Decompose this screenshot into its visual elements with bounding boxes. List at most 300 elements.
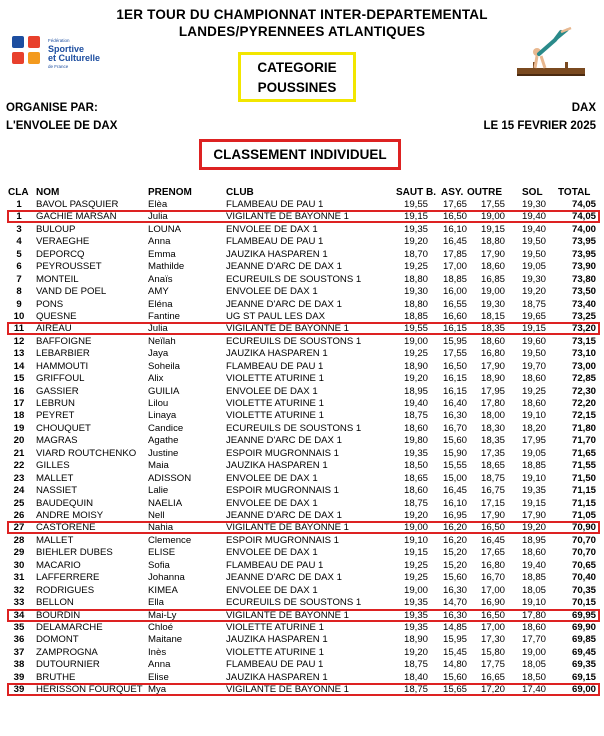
cell-vault-score: 19,20 (403, 236, 428, 248)
cell-vault-score: 19,55 (403, 323, 428, 335)
table-row (0, 622, 604, 633)
cell-beam-score: 16,65 (480, 671, 505, 683)
cell-floor-score: 19,35 (521, 485, 546, 497)
cell-last-name: GASSIER (36, 385, 79, 397)
cell-first-name: Mya (148, 684, 167, 696)
cell-bars-score: 17,55 (442, 348, 467, 360)
cell-rank: 3 (16, 223, 22, 235)
cell-rank: 19 (13, 422, 25, 434)
cell-beam-score: 19,00 (480, 286, 505, 298)
cell-club: JAUZIKA HASPAREN 1 (226, 460, 328, 472)
cell-first-name: Jaya (148, 348, 169, 360)
table-row (0, 448, 604, 459)
cell-first-name: Anna (148, 659, 171, 671)
cell-vault-score: 19,20 (403, 646, 428, 658)
cell-rank: 26 (13, 510, 25, 521)
cell-last-name: DOMONT (36, 634, 79, 646)
cell-floor-score: 18,95 (521, 534, 546, 546)
cell-club: ECUREUILS DE SOUSTONS 1 (226, 597, 362, 609)
cell-rank: 14 (13, 360, 25, 372)
cell-total-score: 69,35 (571, 659, 596, 671)
cell-last-name: MACARIO (36, 559, 81, 571)
table-row (0, 572, 604, 583)
cell-total-score: 73,95 (571, 236, 596, 248)
cell-total-score: 72,20 (571, 398, 596, 410)
cell-bars-score: 16,15 (442, 385, 467, 397)
cell-beam-score: 16,90 (480, 597, 505, 609)
table-row (0, 634, 604, 645)
gymnast-icon (515, 26, 587, 78)
col-saut: SAUT B. (396, 187, 436, 198)
cell-first-name: NAELIA (148, 497, 183, 509)
cell-last-name: LEBARBIER (36, 348, 90, 360)
cell-total-score: 69,45 (571, 646, 596, 658)
cell-last-name: BOURDIN (36, 609, 81, 621)
cell-bars-score: 15,65 (442, 684, 467, 696)
cell-club: ESPOIR MUGRONNAIS 1 (226, 447, 340, 459)
cell-last-name: BAVOL PASQUIER (36, 199, 119, 210)
table-row (0, 224, 604, 235)
cell-total-score: 69,90 (571, 621, 596, 633)
cell-rank: 1 (16, 211, 22, 223)
cell-rank: 27 (13, 522, 25, 534)
cell-bars-score: 16,40 (442, 398, 467, 410)
cell-club: ESPOIR MUGRONNAIS 1 (226, 534, 340, 546)
cell-first-name: Justine (148, 447, 179, 459)
cell-total-score: 69,15 (571, 671, 596, 683)
cell-total-score: 69,85 (571, 634, 596, 646)
cell-bars-score: 15,60 (442, 435, 467, 447)
cell-first-name: Clemence (148, 534, 192, 546)
cell-club: JEANNE D'ARC DE DAX 1 (226, 435, 342, 447)
cell-last-name: MONTEIL (36, 273, 79, 285)
cell-vault-score: 19,00 (403, 522, 428, 534)
cell-total-score: 73,40 (571, 298, 596, 310)
cell-floor-score: 19,20 (521, 286, 546, 298)
cell-bars-score: 16,95 (442, 510, 467, 521)
cell-beam-score: 18,75 (480, 472, 505, 484)
cell-total-score: 73,20 (571, 323, 596, 335)
cell-club: JEANNE D'ARC DE DAX 1 (226, 261, 342, 273)
cell-floor-score: 19,40 (521, 559, 546, 571)
cell-last-name: GACHIE MARSAN (36, 211, 117, 223)
cell-bars-score: 16,45 (442, 485, 467, 497)
cell-bars-score: 15,55 (442, 460, 467, 472)
highlight-box (7, 322, 600, 335)
cell-first-name: Soheila (148, 360, 181, 372)
cell-floor-score: 19,10 (521, 410, 546, 422)
cell-club: VIOLETTE ATURINE 1 (226, 621, 324, 633)
organise-label: ORGANISE PAR: (6, 102, 98, 114)
cell-rank: 38 (13, 659, 25, 671)
cell-first-name: Anna (148, 236, 171, 248)
cell-bars-score: 16,20 (442, 534, 467, 546)
cell-rank: 32 (13, 584, 25, 596)
table-row (0, 361, 604, 372)
cell-beam-score: 17,90 (480, 510, 505, 521)
cell-rank: 34 (13, 609, 25, 621)
cell-last-name: MAGRAS (36, 435, 78, 447)
highlight-box (7, 521, 600, 534)
cell-bars-score: 16,20 (442, 522, 467, 534)
cell-club: VIGILANTE DE BAYONNE 1 (226, 684, 349, 696)
cell-last-name: DUTOURNIER (36, 659, 100, 671)
cell-vault-score: 18,90 (403, 360, 428, 372)
cell-total-score: 70,15 (571, 597, 596, 609)
cell-club: ENVOLEE DE DAX 1 (226, 472, 318, 484)
cell-last-name: ZAMPROGNA (36, 646, 98, 658)
cell-floor-score: 18,60 (521, 547, 546, 559)
cell-beam-score: 16,70 (480, 572, 505, 584)
document-title: 1ER TOUR DU CHAMPIONNAT INTER-DEPARTEMENTAL (116, 7, 488, 22)
cell-floor-score: 18,05 (521, 659, 546, 671)
cell-total-score: 71,15 (571, 497, 596, 509)
table-row (0, 510, 604, 521)
cell-first-name: ADISSON (148, 472, 192, 484)
cell-rank: 22 (13, 460, 25, 472)
cell-beam-score: 17,15 (480, 497, 505, 509)
cell-last-name: GILLES (36, 460, 70, 472)
cell-vault-score: 19,40 (403, 398, 428, 410)
cell-last-name: AIREAU (36, 323, 72, 335)
cell-rank: 4 (16, 236, 22, 248)
cell-first-name: Mathilde (148, 261, 185, 273)
date: LE 15 FEVRIER 2025 (483, 120, 596, 132)
cell-club: VIOLETTE ATURINE 1 (226, 410, 324, 422)
cell-total-score: 70,65 (571, 559, 596, 571)
cell-bars-score: 16,10 (442, 497, 467, 509)
cell-last-name: CHOUQUET (36, 422, 91, 434)
table-row (0, 236, 604, 247)
cell-beam-score: 17,65 (480, 547, 505, 559)
cell-floor-score: 19,10 (521, 472, 546, 484)
cell-vault-score: 19,35 (403, 609, 428, 621)
cell-total-score: 71,80 (571, 422, 596, 434)
cell-beam-score: 15,80 (480, 646, 505, 658)
cell-floor-score: 19,10 (521, 597, 546, 609)
cell-beam-score: 19,30 (480, 298, 505, 310)
table-row (0, 535, 604, 546)
table-row (0, 585, 604, 596)
cell-floor-score: 19,15 (521, 497, 546, 509)
cell-rank: 8 (16, 286, 22, 298)
cell-bars-score: 17,85 (442, 248, 467, 260)
cell-total-score: 72,15 (571, 410, 596, 422)
cell-first-name: GUILIA (148, 385, 180, 397)
section-title: CLASSEMENT INDIVIDUEL (199, 139, 401, 170)
cell-last-name: LEBRUN (36, 398, 75, 410)
cell-club: ENVOLEE DE DAX 1 (226, 497, 318, 509)
cell-last-name: VIARD ROUTCHENKO (36, 447, 137, 459)
cell-bars-score: 18,85 (442, 273, 467, 285)
cell-bars-score: 16,50 (442, 360, 467, 372)
category-label: CATEGORIE (257, 60, 337, 75)
cell-first-name: Inès (148, 646, 167, 658)
cell-floor-score: 19,50 (521, 236, 546, 248)
cell-floor-score: 18,20 (521, 422, 546, 434)
cell-bars-score: 17,00 (442, 261, 467, 273)
cell-bars-score: 16,15 (442, 373, 467, 385)
cell-floor-score: 17,70 (521, 634, 546, 646)
table-row (0, 274, 604, 285)
cell-club: VIGILANTE DE BAYONNE 1 (226, 211, 349, 223)
table-row (0, 473, 604, 484)
cell-rank: 16 (13, 385, 25, 397)
col-prenom: PRENOM (148, 187, 192, 198)
cell-last-name: DEPORCQ (36, 248, 85, 260)
cell-floor-score: 19,00 (521, 646, 546, 658)
cell-first-name: Elise (148, 671, 169, 683)
cell-first-name: Maitane (148, 634, 183, 646)
cell-last-name: LAFFERRERE (36, 572, 100, 584)
cell-total-score: 73,10 (571, 348, 596, 360)
cell-vault-score: 18,85 (403, 310, 428, 322)
cell-beam-score: 17,20 (480, 684, 505, 696)
cell-last-name: CASTORENE (36, 522, 96, 534)
city: DAX (571, 102, 596, 114)
table-row (0, 261, 604, 272)
cell-club: ENVOLEE DE DAX 1 (226, 385, 318, 397)
cell-first-name: Johanna (148, 572, 185, 584)
cell-first-name: Ella (148, 597, 164, 609)
cell-club: FLAMBEAU DE PAU 1 (226, 659, 324, 671)
cell-last-name: DELAMARCHE (36, 621, 103, 633)
cell-club: JAUZIKA HASPAREN 1 (226, 634, 328, 646)
cell-vault-score: 19,00 (403, 584, 428, 596)
cell-rank: 7 (16, 273, 22, 285)
highlight-box (7, 210, 600, 223)
cell-rank: 11 (13, 323, 25, 335)
cell-club: FLAMBEAU DE PAU 1 (226, 360, 324, 372)
table-row (0, 410, 604, 421)
cell-vault-score: 18,65 (403, 472, 428, 484)
cell-floor-score: 19,50 (521, 348, 546, 360)
cell-floor-score: 19,25 (521, 385, 546, 397)
cell-vault-score: 19,20 (403, 373, 428, 385)
cell-floor-score: 19,30 (521, 273, 546, 285)
table-row (0, 659, 604, 670)
cell-first-name: Lalie (148, 485, 169, 497)
cell-club: ECUREUILS DE SOUSTONS 1 (226, 273, 362, 285)
table-row (0, 286, 604, 297)
cell-vault-score: 19,55 (403, 199, 428, 210)
cell-vault-score: 18,75 (403, 497, 428, 509)
cell-club: JEANNE D'ARC DE DAX 1 (226, 510, 342, 521)
cell-rank: 9 (16, 298, 22, 310)
cell-rank: 21 (13, 447, 25, 459)
cell-vault-score: 19,20 (403, 510, 428, 521)
table-row (0, 498, 604, 509)
col-cla: CLA (8, 187, 29, 198)
cell-beam-score: 17,90 (480, 248, 505, 260)
cell-vault-score: 18,60 (403, 485, 428, 497)
cell-rank: 12 (13, 335, 25, 347)
cell-floor-score: 18,50 (521, 671, 546, 683)
cell-club: ENVOLEE DE DAX 1 (226, 286, 318, 298)
cell-floor-score: 19,20 (521, 522, 546, 534)
cell-beam-score: 16,50 (480, 522, 505, 534)
cell-beam-score: 19,00 (480, 211, 505, 223)
cell-vault-score: 18,70 (403, 248, 428, 260)
cell-rank: 31 (13, 572, 25, 584)
cell-floor-score: 18,60 (521, 398, 546, 410)
cell-club: VIOLETTE ATURINE 1 (226, 398, 324, 410)
cell-club: ECUREUILS DE SOUSTONS 1 (226, 335, 362, 347)
cell-beam-score: 16,80 (480, 348, 505, 360)
cell-club: FLAMBEAU DE PAU 1 (226, 559, 324, 571)
cell-total-score: 70,35 (571, 584, 596, 596)
table-row (0, 386, 604, 397)
cell-beam-score: 18,60 (480, 261, 505, 273)
cell-rank: 6 (16, 261, 22, 273)
cell-vault-score: 19,25 (403, 559, 428, 571)
cell-last-name: HERISSON FOURQUET (36, 684, 143, 696)
cell-first-name: Maia (148, 460, 169, 472)
cell-total-score: 72,85 (571, 373, 596, 385)
cell-club: VIGILANTE DE BAYONNE 1 (226, 522, 349, 534)
cell-total-score: 73,00 (571, 360, 596, 372)
cell-floor-score: 19,65 (521, 310, 546, 322)
cell-bars-score: 16,30 (442, 609, 467, 621)
cell-club: UG ST PAUL LES DAX (226, 310, 325, 322)
table-row (0, 485, 604, 496)
cell-last-name: RODRIGUES (36, 584, 95, 596)
cell-vault-score: 19,25 (403, 261, 428, 273)
cell-total-score: 72,30 (571, 385, 596, 397)
cell-beam-score: 18,30 (480, 422, 505, 434)
logo-orange-square (28, 52, 40, 64)
cell-first-name: ELISE (148, 547, 176, 559)
table-row (0, 435, 604, 446)
cell-beam-score: 16,75 (480, 485, 505, 497)
cell-rank: 23 (13, 472, 25, 484)
cell-last-name: NASSIET (36, 485, 78, 497)
cell-floor-score: 17,80 (521, 609, 546, 621)
cell-club: JEANNE D'ARC DE DAX 1 (226, 572, 342, 584)
cell-bars-score: 15,20 (442, 559, 467, 571)
logo-red-square-2 (12, 52, 24, 64)
cell-total-score: 70,70 (571, 534, 596, 546)
cell-rank: 37 (13, 646, 25, 658)
cell-beam-score: 16,50 (480, 609, 505, 621)
cell-last-name: BELLON (36, 597, 74, 609)
cell-rank: 33 (13, 597, 25, 609)
table-row (0, 560, 604, 571)
category-value: POUSSINES (257, 80, 337, 95)
cell-vault-score: 19,00 (403, 335, 428, 347)
cell-bars-score: 14,70 (442, 597, 467, 609)
cell-rank: 36 (13, 634, 25, 646)
cell-rank: 35 (13, 621, 25, 633)
cell-first-name: KIMEA (148, 584, 178, 596)
category-box (238, 52, 356, 102)
cell-first-name: Alix (148, 373, 164, 385)
cell-beam-score: 17,95 (480, 385, 505, 397)
cell-club: JEANNE D'ARC DE DAX 1 (226, 298, 342, 310)
cell-total-score: 70,90 (571, 522, 596, 534)
cell-beam-score: 17,75 (480, 659, 505, 671)
cell-beam-score: 17,55 (480, 199, 505, 210)
cell-last-name: BAFFOIGNE (36, 335, 92, 347)
cell-floor-score: 18,75 (521, 298, 546, 310)
cell-club: VIOLETTE ATURINE 1 (226, 373, 324, 385)
cell-bars-score: 15,45 (442, 646, 467, 658)
cell-rank: 39 (13, 684, 25, 696)
cell-floor-score: 19,30 (521, 199, 546, 210)
col-total: TOTAL (558, 187, 591, 198)
cell-beam-score: 18,90 (480, 373, 505, 385)
cell-floor-score: 17,40 (521, 684, 546, 696)
cell-beam-score: 16,85 (480, 273, 505, 285)
cell-club: ENVOLEE DE DAX 1 (226, 584, 318, 596)
cell-vault-score: 18,80 (403, 298, 428, 310)
cell-first-name: LOUNA (148, 223, 182, 235)
cell-vault-score: 18,75 (403, 659, 428, 671)
table-row (0, 460, 604, 471)
cell-first-name: Eléna (148, 298, 173, 310)
cell-bars-score: 16,45 (442, 236, 467, 248)
cell-last-name: BULOUP (36, 223, 76, 235)
cell-vault-score: 19,35 (403, 447, 428, 459)
cell-vault-score: 18,50 (403, 460, 428, 472)
cell-club: JAUZIKA HASPAREN 1 (226, 248, 328, 260)
cell-first-name: AMY (148, 286, 169, 298)
cell-club: VIGILANTE DE BAYONNE 1 (226, 323, 349, 335)
cell-bars-score: 14,85 (442, 621, 467, 633)
cell-club: FLAMBEAU DE PAU 1 (226, 236, 324, 248)
cell-rank: 30 (13, 559, 25, 571)
cell-first-name: Mai-Ly (148, 609, 177, 621)
cell-first-name: Agathe (148, 435, 179, 447)
table-row (0, 423, 604, 434)
cell-floor-score: 19,70 (521, 360, 546, 372)
cell-vault-score: 18,75 (403, 684, 428, 696)
cell-rank: 39 (13, 671, 25, 683)
cell-beam-score: 18,80 (480, 236, 505, 248)
cell-first-name: Linaya (148, 410, 177, 422)
col-club: CLUB (226, 187, 254, 198)
cell-first-name: Julia (148, 211, 168, 223)
cell-bars-score: 16,15 (442, 323, 467, 335)
cell-vault-score: 18,40 (403, 671, 428, 683)
table-row (0, 547, 604, 558)
cell-floor-score: 19,40 (521, 223, 546, 235)
cell-beam-score: 17,30 (480, 634, 505, 646)
highlight-box (7, 609, 600, 622)
document-subtitle: LANDES/PYRENNEES ATLANTIQUES (178, 24, 426, 39)
cell-beam-score: 17,35 (480, 447, 505, 459)
cell-rank: 5 (16, 248, 22, 260)
cell-rank: 20 (13, 435, 25, 447)
cell-bars-score: 15,60 (442, 671, 467, 683)
cell-first-name: Chloé (148, 621, 174, 633)
cell-first-name: Nahia (148, 522, 174, 534)
cell-bars-score: 15,90 (442, 447, 467, 459)
cell-floor-score: 18,85 (521, 460, 546, 472)
cell-first-name: Emma (148, 248, 176, 260)
cell-floor-score: 18,85 (521, 572, 546, 584)
cell-vault-score: 18,95 (403, 385, 428, 397)
cell-beam-score: 17,80 (480, 398, 505, 410)
cell-floor-score: 18,60 (521, 373, 546, 385)
table-row (0, 672, 604, 683)
cell-first-name: Lilou (148, 398, 169, 410)
cell-first-name: Sofia (148, 559, 170, 571)
cell-rank: 18 (13, 410, 25, 422)
cell-rank: 25 (13, 497, 25, 509)
cell-last-name: GRIFFOUL (36, 373, 85, 385)
cell-beam-score: 18,60 (480, 335, 505, 347)
